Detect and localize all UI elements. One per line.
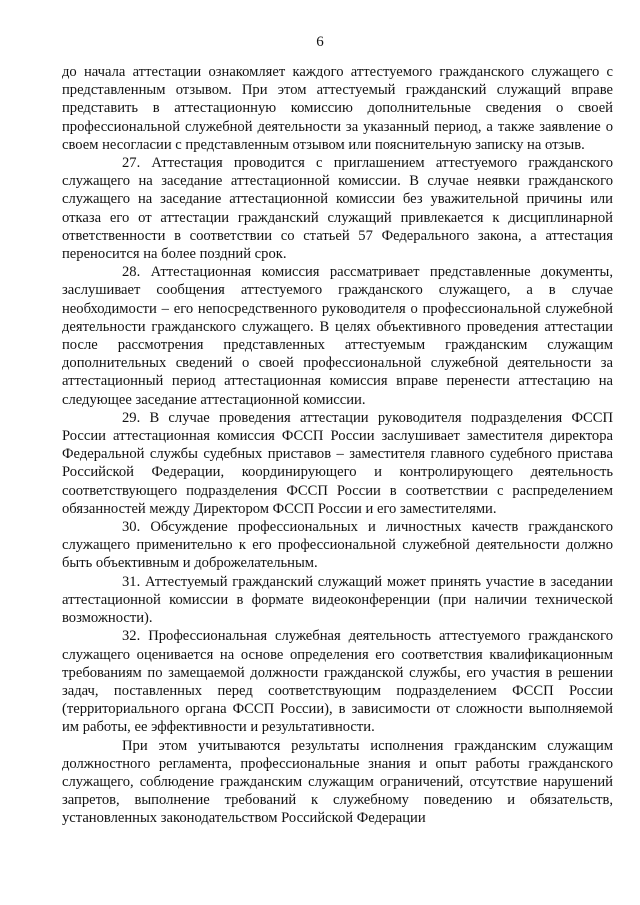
paragraph-continuation: до начала аттестации ознакомляет каждого аттестуемого гражданского служащего с представленным отзывом. При этом аттестуемый гражданский служащий вправе представить в аттестационную комиссию дополнительные сведения о своей профессиональной служебной деятельности за указанный период, а также заявление о своем несогласии с представленным отзывом или пояснительную записку на отзыв. <box>62 64 613 153</box>
page-number: 6 <box>316 34 324 50</box>
document-body <box>62 63 613 828</box>
paragraph-27: 27. Аттестация проводится с приглашением аттестуемого гражданского служащего на заседание аттестационной комиссии. В случае неявки гражданского служащего на заседание аттестационной комиссии без уважительной причины или отказа его от аттестации гражданский служащий привлекается к дисциплинарной ответственности в соответствии со статьей 57 Федерального закона, а аттестация переносится на более поздний срок. <box>62 155 613 263</box>
paragraph-31: 31. Аттестуемый гражданский служащий может принять участие в заседании аттестационной комиссии в формате видеоконференции (при наличии технической возможности). <box>62 573 613 627</box>
paragraph-32: 32. Профессиональная служебная деятельность аттестуемого гражданского служащего оценивается на основе определения его соответствия квалификационным требованиям по замещаемой должности гражданской службы, его участия в решении задач, поставленных перед соответствующим подразделением ФССП России (территориального органа ФССП России), в зависимости от сложности выполняемой им работы, ее эффективности и результативности. <box>62 628 613 736</box>
paragraph-32-continuation: При этом учитываются результаты исполнения гражданским служащим должностного регламента, профессиональные знания и опыт работы гражданского служащего, соблюдение гражданским служащим ограничений, отсутствие нарушений запретов, выполнение требований к служебному поведению и обязательств, установленных законодательством Российской Федерации <box>62 737 613 827</box>
paragraph-28: 28. Аттестационная комиссия рассматривает представленные документы, заслушивает сообщения аттестуемого гражданского служащего, а в случае необходимости – его непосредственного руководителя о профессиональной служебной деятельности гражданского служащего. В целях объективного проведения аттестации после рассмотрения представленных аттестуемым гражданским служащим дополнительных сведений о своей профессиональной служебной деятельности за аттестационный период аттестационная комиссия вправе перенести аттестацию на следующее заседание аттестационной комиссии. <box>62 264 613 408</box>
paragraph-29: 29. В случае проведения аттестации руководителя подразделения ФССП России аттестационная комиссия ФССП России заслушивает заместителя директора Федеральной службы судебных приставов – заместителя главного судебного пристава Российской Федерации, координирующего и контролирующего деятельность соответствующего подразделения ФССП России в соответствии с распределением обязанностей между Директором ФССП России и его заместителями. <box>62 409 613 517</box>
paragraph-30: 30. Обсуждение профессиональных и личностных качеств гражданского служащего применительно к его профессиональной служебной деятельности должно быть объективным и доброжелательным. <box>62 519 613 572</box>
